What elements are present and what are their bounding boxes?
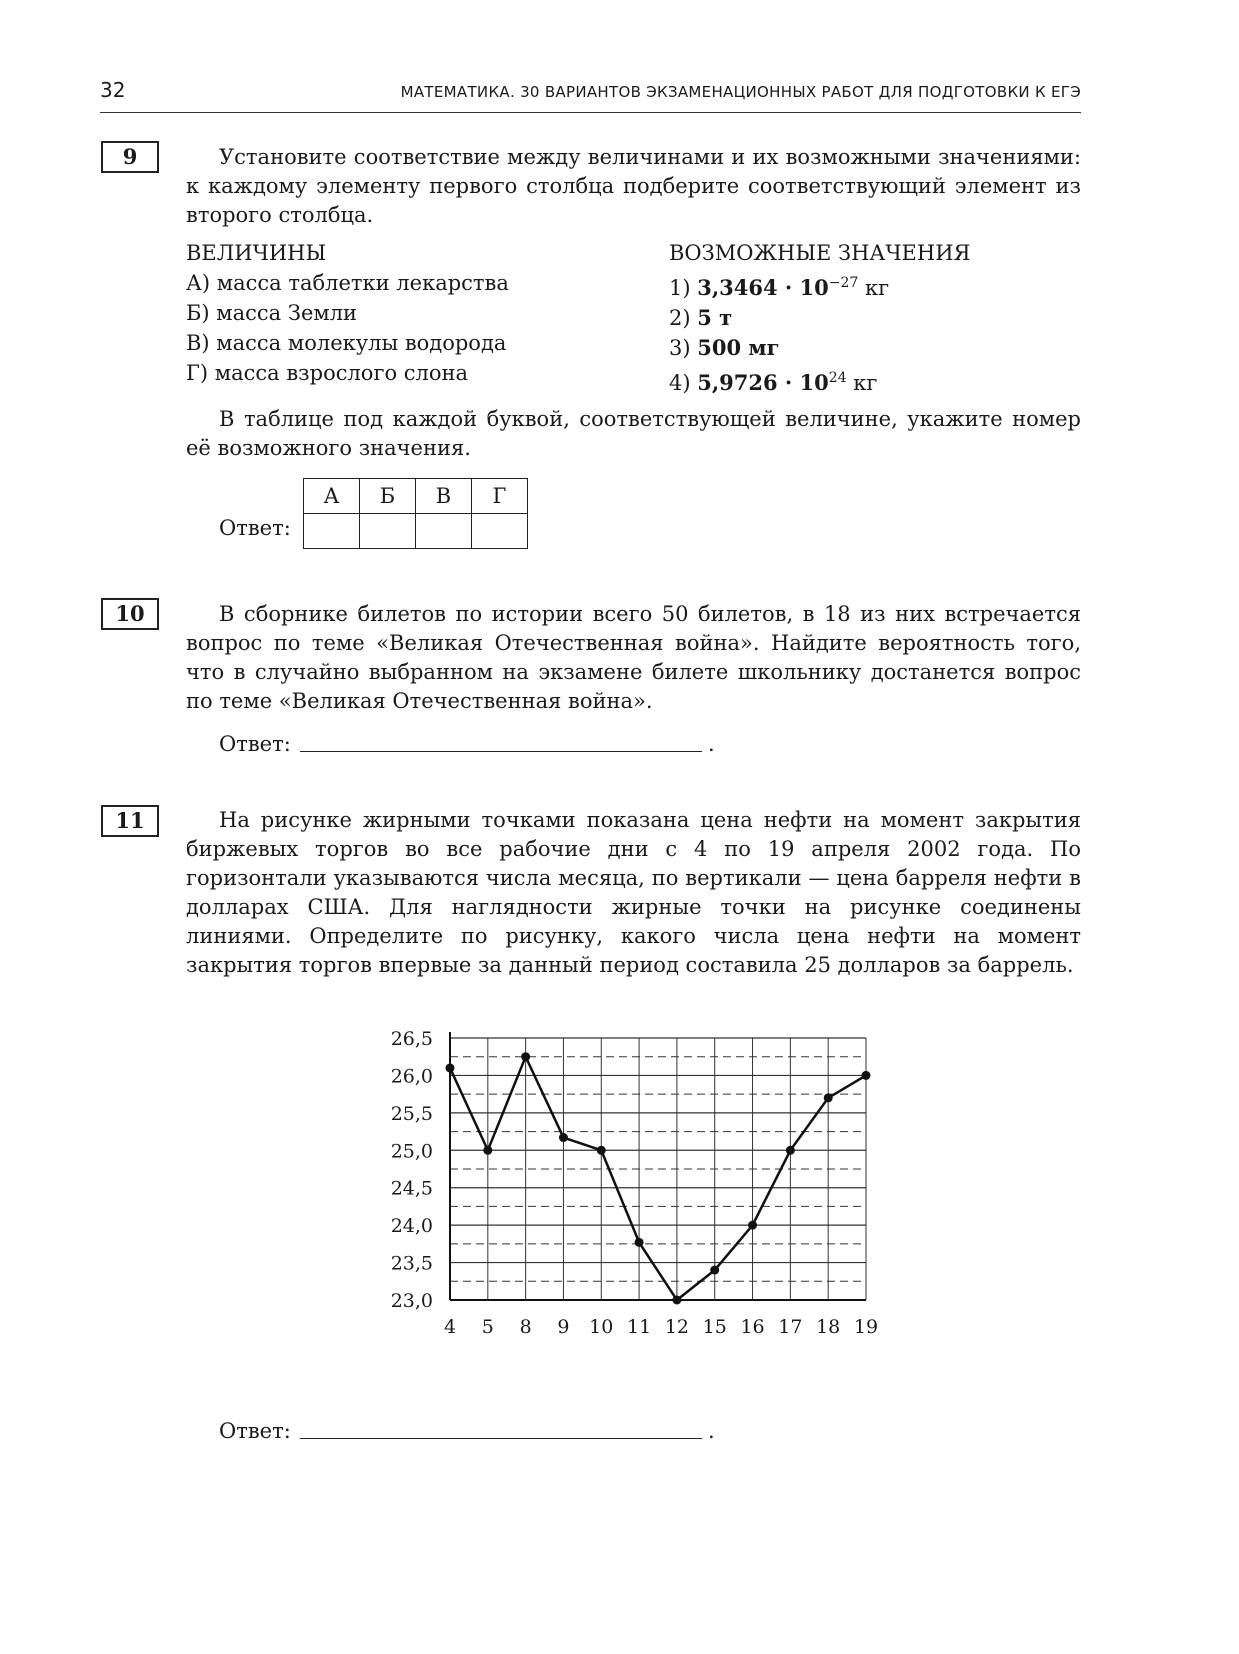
column-letter: А xyxy=(304,479,360,514)
value-item: 3) 500 мг xyxy=(669,335,780,360)
value-item: 4) $5,9726 \cdot 10^{24}$ кг xyxy=(669,370,878,395)
quantity-item: Б) масса Земли xyxy=(186,301,358,325)
answer-line[interactable] xyxy=(300,1438,702,1439)
x-tick-label: 11 xyxy=(626,1316,652,1338)
quantity-item: Г) масса взрослого слона xyxy=(186,361,469,385)
page-number: 32 xyxy=(100,78,126,102)
x-tick-label: 12 xyxy=(664,1316,690,1338)
data-point xyxy=(672,1296,681,1305)
data-point xyxy=(710,1266,719,1275)
x-tick-label: 9 xyxy=(557,1316,570,1338)
data-point xyxy=(824,1093,833,1102)
y-tick-label: 26,5 xyxy=(390,1028,433,1050)
y-tick-label: 24,5 xyxy=(390,1177,433,1200)
question-10-number: 10 xyxy=(101,598,159,630)
column-letter: В xyxy=(416,479,472,514)
answer-label: Ответ: xyxy=(219,732,291,756)
values-header: ВОЗМОЖНЫЕ ЗНАЧЕНИЯ xyxy=(669,241,971,265)
y-tick-label: 26,0 xyxy=(390,1065,433,1088)
data-point xyxy=(786,1146,795,1155)
period: . xyxy=(708,1419,715,1443)
x-tick-label: 10 xyxy=(589,1316,614,1338)
y-tick-label: 24,0 xyxy=(390,1215,433,1238)
value-item: 1) $3,3464 \cdot 10^{-27}$ кг xyxy=(669,275,890,300)
question-9-number: 9 xyxy=(101,141,159,173)
data-point xyxy=(748,1221,757,1230)
x-tick-label: 15 xyxy=(702,1316,727,1338)
x-tick-label: 19 xyxy=(853,1316,879,1338)
data-point xyxy=(446,1063,455,1072)
column-letter: Г xyxy=(472,479,528,514)
value-item: 2) 5 т xyxy=(669,305,733,330)
y-tick-label: 23,5 xyxy=(390,1252,433,1275)
data-point xyxy=(559,1133,568,1142)
answer-label: Ответ: xyxy=(219,516,291,540)
x-tick-label: 16 xyxy=(740,1316,765,1338)
x-tick-label: 17 xyxy=(778,1316,803,1338)
data-point xyxy=(597,1146,606,1155)
data-point xyxy=(635,1238,644,1247)
running-header: МАТЕМАТИКА. 30 ВАРИАНТОВ ЭКЗАМЕНАЦИОННЫХ РАБОТ ДЛЯ ПОДГОТОВКИ К ЕГЭ xyxy=(400,83,1081,101)
x-tick-label: 5 xyxy=(481,1316,494,1338)
x-tick-label: 18 xyxy=(816,1316,841,1338)
question-11-number: 11 xyxy=(101,805,159,837)
data-point xyxy=(862,1071,871,1080)
y-tick-label: 25,0 xyxy=(390,1140,433,1163)
x-tick-label: 4 xyxy=(443,1316,457,1338)
quantity-item: В) масса молекулы водорода xyxy=(186,331,507,355)
quantity-item: А) масса таблетки лекарства xyxy=(186,271,509,295)
y-tick-label: 25,5 xyxy=(390,1102,433,1125)
y-tick-label: 23,0 xyxy=(390,1290,433,1312)
question-10-text: В сборнике билетов по истории всего 50 билетов, в 18 из них встречается вопрос по теме «Великая Отечественная война». Найдите вероятность того, что в случайно выбранном на экзамене билете школьнику достанется вопрос по теме «Великая Отечественная война». xyxy=(186,602,1081,713)
x-tick-label: 8 xyxy=(519,1316,532,1338)
data-point xyxy=(521,1052,530,1061)
quantities-header: ВЕЛИЧИНЫ xyxy=(186,241,327,265)
answer-label: Ответ: xyxy=(219,1419,291,1443)
data-point xyxy=(483,1146,492,1155)
period: . xyxy=(708,732,715,756)
column-letter: Б xyxy=(360,479,416,514)
price-line xyxy=(450,1057,866,1300)
question-9-instruction: В таблице под каждой буквой, соответствующей величине, укажите номер её возможного значения. xyxy=(186,407,1081,460)
question-11-text: На рисунке жирными точками показана цена нефти на момент закрытия биржевых торгов во все рабочие дни с 4 по 19 апреля 2002 года. По горизонтали указываются числа месяца, по вертикали — цена барреля нефти в долларах США. Для наглядности жирные точки на рисунке соединены линиями. Определите по рисунку, какого числа цена нефти на момент закрытия торгов впервые за данный период составила 25 долларов за баррель. xyxy=(186,808,1081,977)
question-9-text: Установите соответствие между величинами и их возможными значениями: к каждому элементу первого столбца подберите соответствующий элемент из второго столбца. xyxy=(186,145,1081,227)
